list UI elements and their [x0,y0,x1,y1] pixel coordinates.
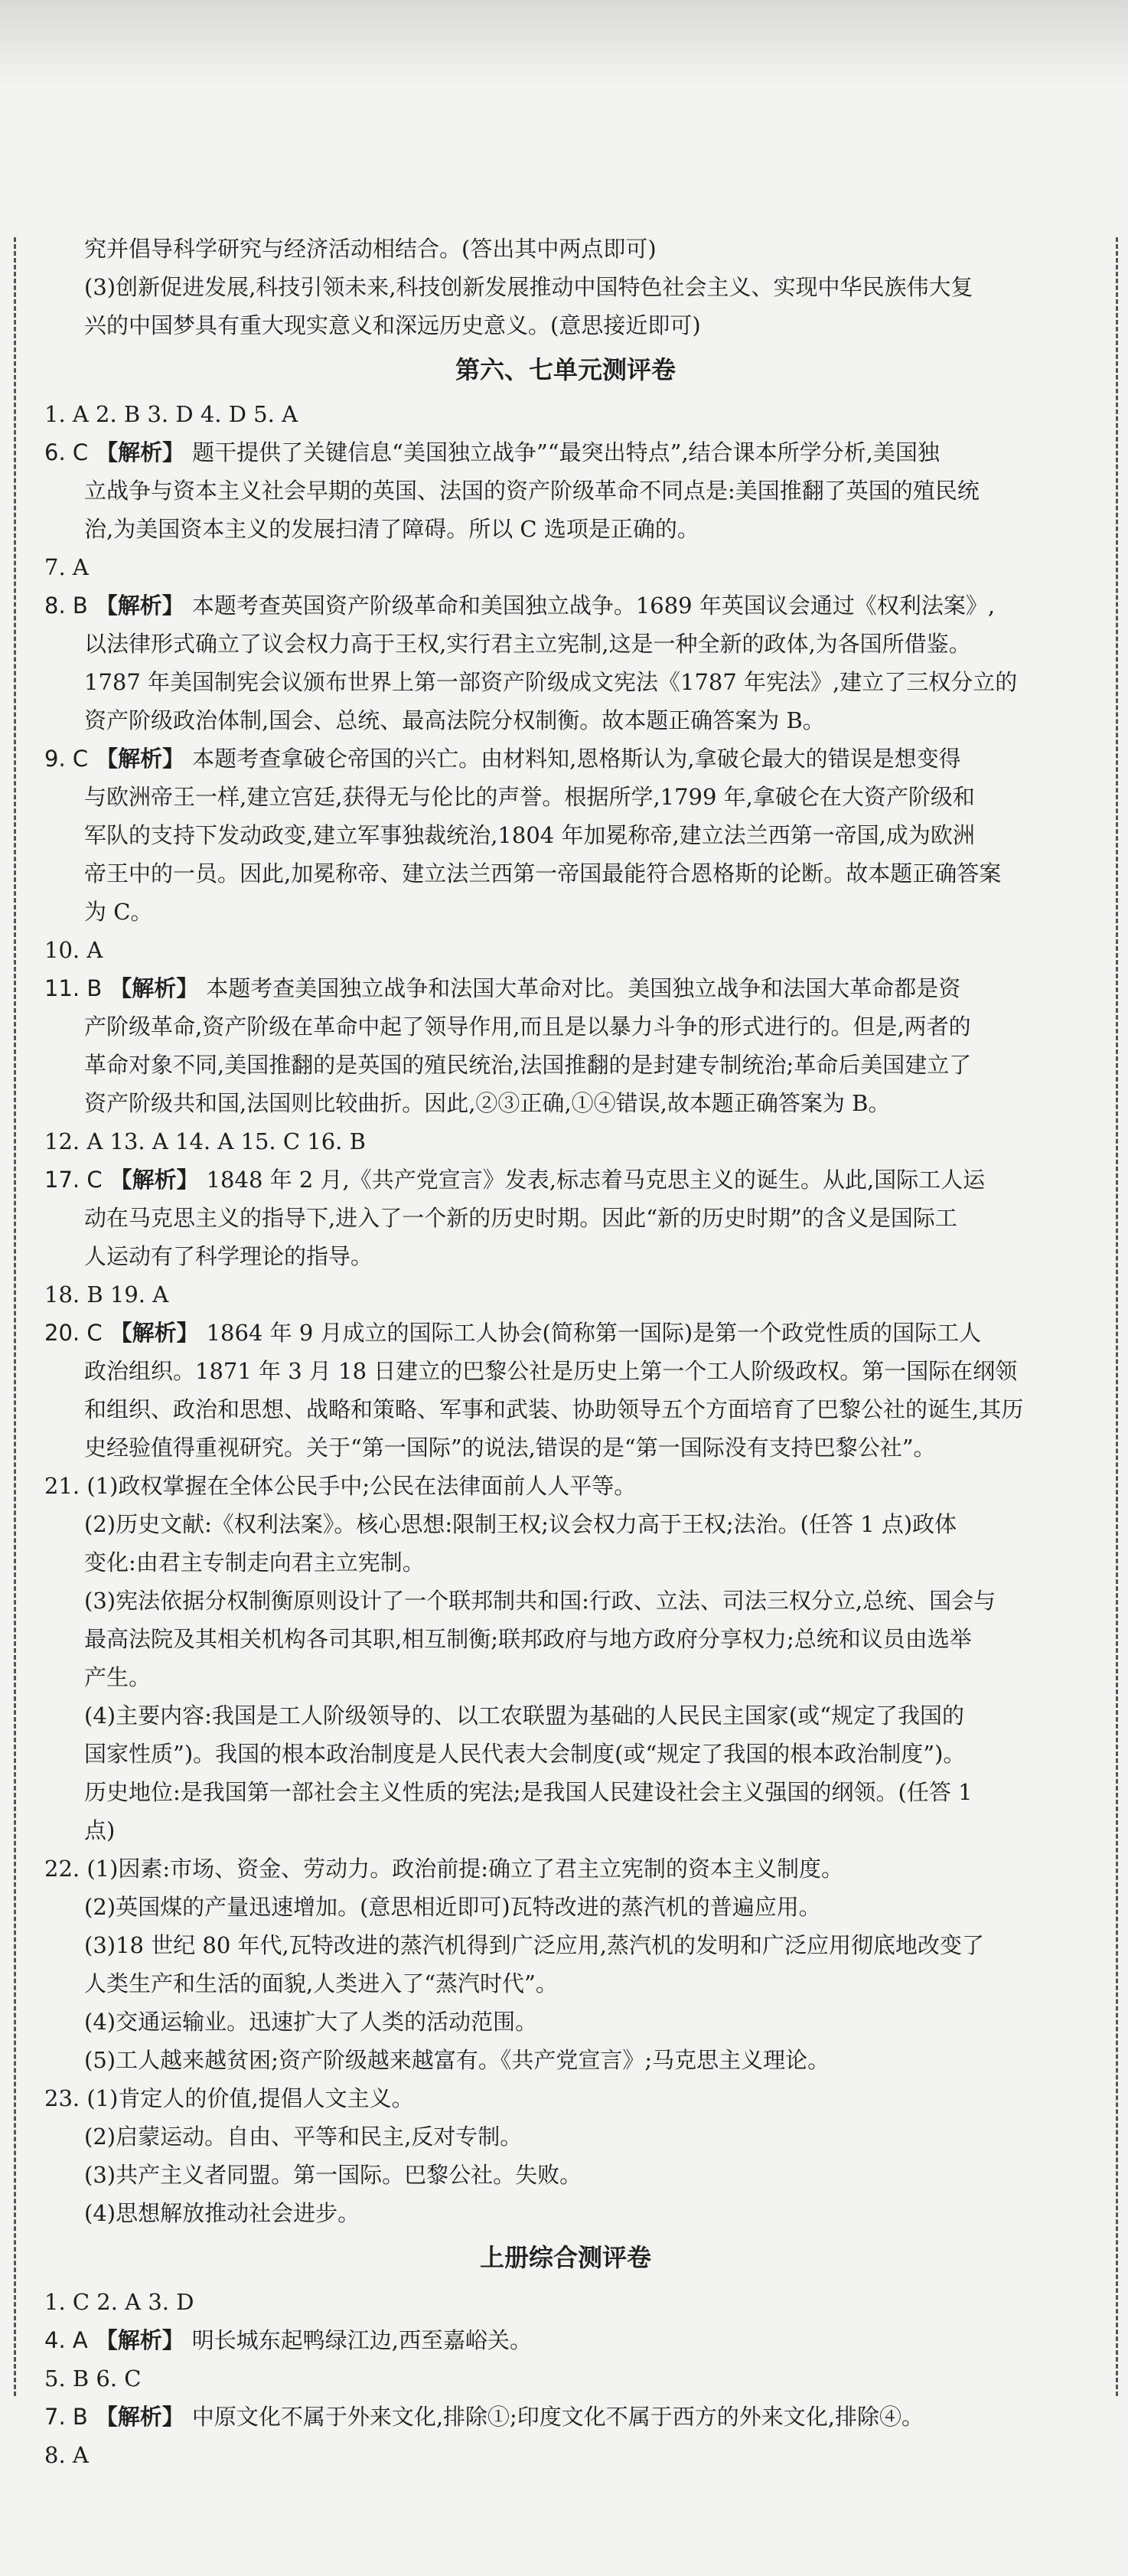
explanation-text: 资产阶级共和国,法国则比较曲折。因此,②③正确,①④错误,故本题正确答案为 B。 [84,1090,891,1116]
explanation-text: 明长城东起鸭绿江边,西至嘉峪关。 [191,2327,532,2353]
page-top-shadow [0,0,1128,84]
answer-line: 21. (1)政权掌握在全体公民手中;公民在法律面前人人平等。 [44,1473,637,1499]
section-heading: 第六、七单元测评卷 [455,355,676,384]
analysis-tag: 【解析】 [95,2404,184,2430]
answer-line: 23. (1)肯定人的价值,提倡人文主义。 [44,2085,414,2111]
explanation-text: 立战争与资本主义社会早期的英国、法国的资产阶级革命不同点是:美国推翻了英国的殖民统 [84,478,980,504]
explanation-text: 本题考查美国独立战争和法国大革命对比。美国独立战争和法国大革命都是资 [206,975,961,1001]
question-number: 4. A [44,2327,88,2353]
answer-content [44,230,1087,2474]
answer-line: 变化:由君主专制走向君主立宪制。 [84,1549,425,1575]
explanation-text: 产阶级革命,资产阶级在革命中起了领导作用,而且是以暴力斗争的形式进行的。但是,两者的 [84,1014,971,1040]
answer-line: 1. C 2. A 3. D [44,2289,194,2315]
explanation-text: 革命对象不同,美国推翻的是英国的殖民统治,法国推翻的是封建专制统治;革命后美国建立了 [84,1052,972,1078]
analysis-tag: 【解析】 [109,1320,199,1346]
question-number: 8. B [44,593,88,619]
answer-line: (2)历史文献:《权利法案》。核心思想:限制王权;议会权力高于王权;法治。(任答 1 点)政体 [84,1511,957,1537]
section-heading: 上册综合测评卷 [479,2243,651,2272]
answer-explanation [44,739,1087,931]
question-number: 17. C [44,1167,103,1193]
explanation-text: 动在马克思主义的指导下,进入了一个新的历史时期。因此“新的历史时期”的含义是国际工 [84,1205,957,1231]
answer-explanation [44,1161,1087,1275]
question-number: 9. C [44,746,89,772]
answer-line: 8. A [44,2442,89,2468]
answer-line: (5)工人越来越贫困;资产阶级越来越富有。《共产党宣言》;马克思主义理论。 [84,2047,830,2073]
answer-line: 10. A [44,937,103,963]
answer-line: (3)宪法依据分权制衡原则设计了一个联邦制共和国:行政、立法、司法三权分立,总统、国会与 [84,1588,996,1614]
answer-line: 产生。 [84,1664,152,1690]
answer-line: 国家性质”)。我国的根本政治制度是人民代表大会制度(或“规定了我国的根本政治制度”)。 [84,1741,966,1767]
answer-line: (4)思想解放推动社会进步。 [84,2200,360,2226]
answer-explanation [44,586,1087,739]
answer-line: (2)启蒙运动。自由、平等和民主,反对专制。 [84,2124,523,2150]
answer-line: 最高法院及其相关机构各司其职,相互制衡;联邦政府与地方政府分享权力;总统和议员由选举 [84,1626,972,1652]
left-dashed-border [14,237,16,2396]
explanation-text: 本题考查英国资产阶级革命和美国独立战争。1689 年英国议会通过《权利法案》, [191,593,996,619]
answer-explanation [44,1314,1087,1467]
answer-line: (3)18 世纪 80 年代,瓦特改进的蒸汽机得到广泛应用,蒸汽机的发明和广泛应用彻底地改变了 [84,1932,984,1958]
answer-line: (3)创新促进发展,科技引领未来,科技创新发展推动中国特色社会主义、实现中华民族伟大复 [84,274,973,300]
answer-line: 历史地位:是我国第一部社会主义性质的宪法;是我国人民建设社会主义强国的纲领。(任答 1 [84,1779,973,1805]
explanation-text: 资产阶级政治体制,国会、总统、最高法院分权制衡。故本题正确答案为 B。 [84,707,825,733]
answer-line: 5. B 6. C [44,2365,142,2392]
answer-explanation [44,433,1087,548]
analysis-tag: 【解析】 [109,975,199,1001]
answer-line: (2)英国煤的产量迅速增加。(意思相近即可)瓦特改进的蒸汽机的普遍应用。 [84,1894,821,1920]
answer-line: 7. A [44,554,89,580]
explanation-text: 帝王中的一员。因此,加冕称帝、建立法兰西第一帝国最能符合恩格斯的论断。故本题正确答案 [84,860,1002,886]
question-number: 11. B [44,975,103,1001]
answer-line: 18. B 19. A [44,1281,169,1308]
explanation-text: 人运动有了科学理论的指导。 [84,1243,373,1269]
answer-line: 22. (1)因素:市场、资金、劳动力。政治前提:确立了君主立宪制的资本主义制度。 [44,1856,843,1882]
explanation-text: 和组织、政治和思想、战略和策略、军事和武装、协助领导五个方面培育了巴黎公社的诞生,其历 [84,1396,1024,1422]
explanation-text: 政治组织。1871 年 3 月 18 日建立的巴黎公社是历史上第一个工人阶级政权。第一国际在纲领 [84,1358,1018,1384]
answer-line: 究并倡导科学研究与经济活动相结合。(答出其中两点即可) [84,236,657,262]
explanation-text: 史经验值得重视研究。关于“第一国际”的说法,错误的是“第一国际没有支持巴黎公社”。 [84,1435,936,1461]
explanation-text: 1864 年 9 月成立的国际工人协会(简称第一国际)是第一个政党性质的国际工人 [206,1320,982,1346]
explanation-text: 中原文化不属于外来文化,排除①;印度文化不属于西方的外来文化,排除④。 [191,2404,924,2430]
answer-line: 点) [84,1817,116,1843]
explanation-text: 本题考查拿破仑帝国的兴亡。由材料知,恩格斯认为,拿破仑最大的错误是想变得 [192,746,961,772]
answer-line: (4)主要内容:我国是工人阶级领导的、以工农联盟为基础的人民民主国家(或“规定了我国的 [84,1703,964,1729]
answer-line: (3)共产主义者同盟。第一国际。巴黎公社。失败。 [84,2162,582,2188]
answer-line: 兴的中国梦具有重大现实意义和深远历史意义。(意思接近即可) [84,312,701,338]
explanation-text: 治,为美国资本主义的发展扫清了障碍。所以 C 选项是正确的。 [84,516,699,542]
analysis-tag: 【解析】 [95,2327,184,2353]
analysis-tag: 【解析】 [96,439,185,465]
right-dashed-border [1116,237,1118,2396]
answer-line: 1. A 2. B 3. D 4. D 5. A [44,401,298,427]
answer-line: (4)交通运输业。迅速扩大了人类的活动范围。 [84,2009,538,2035]
answer-line: 人类生产和生活的面貌,人类进入了“蒸汽时代”。 [84,1970,558,1996]
question-number: 7. B [44,2404,88,2430]
answer-line: 12. A 13. A 14. A 15. C 16. B [44,1128,366,1154]
explanation-text: 军队的支持下发动政变,建立军事独裁统治,1804 年加冕称帝,建立法兰西第一帝国,成为欧洲 [84,822,975,848]
question-number: 6. C [44,439,89,465]
explanation-text: 1787 年美国制宪会议颁布世界上第一部资产阶级成文宪法《1787 年宪法》,建立了三权分立的 [84,669,1018,695]
analysis-tag: 【解析】 [109,1167,199,1193]
answer-explanation [44,2321,1087,2359]
explanation-text: 1848 年 2 月,《共产党宣言》发表,标志着马克思主义的诞生。从此,国际工人运 [206,1167,986,1193]
analysis-tag: 【解析】 [96,746,185,772]
answer-explanation [44,2398,1087,2436]
explanation-text: 以法律形式确立了议会权力高于王权,实行君主立宪制,这是一种全新的政体,为各国所借鉴。 [84,631,971,657]
question-number: 20. C [44,1320,103,1346]
explanation-text: 与欧洲帝王一样,建立宫廷,获得无与伦比的声誉。根据所学,1799 年,拿破仑在大资产阶级和 [84,784,975,810]
explanation-text: 题干提供了关键信息“美国独立战争”“最突出特点”,结合课本所学分析,美国独 [192,439,940,465]
analysis-tag: 【解析】 [95,593,184,619]
answer-explanation [44,969,1087,1122]
explanation-text: 为 C。 [84,899,153,925]
